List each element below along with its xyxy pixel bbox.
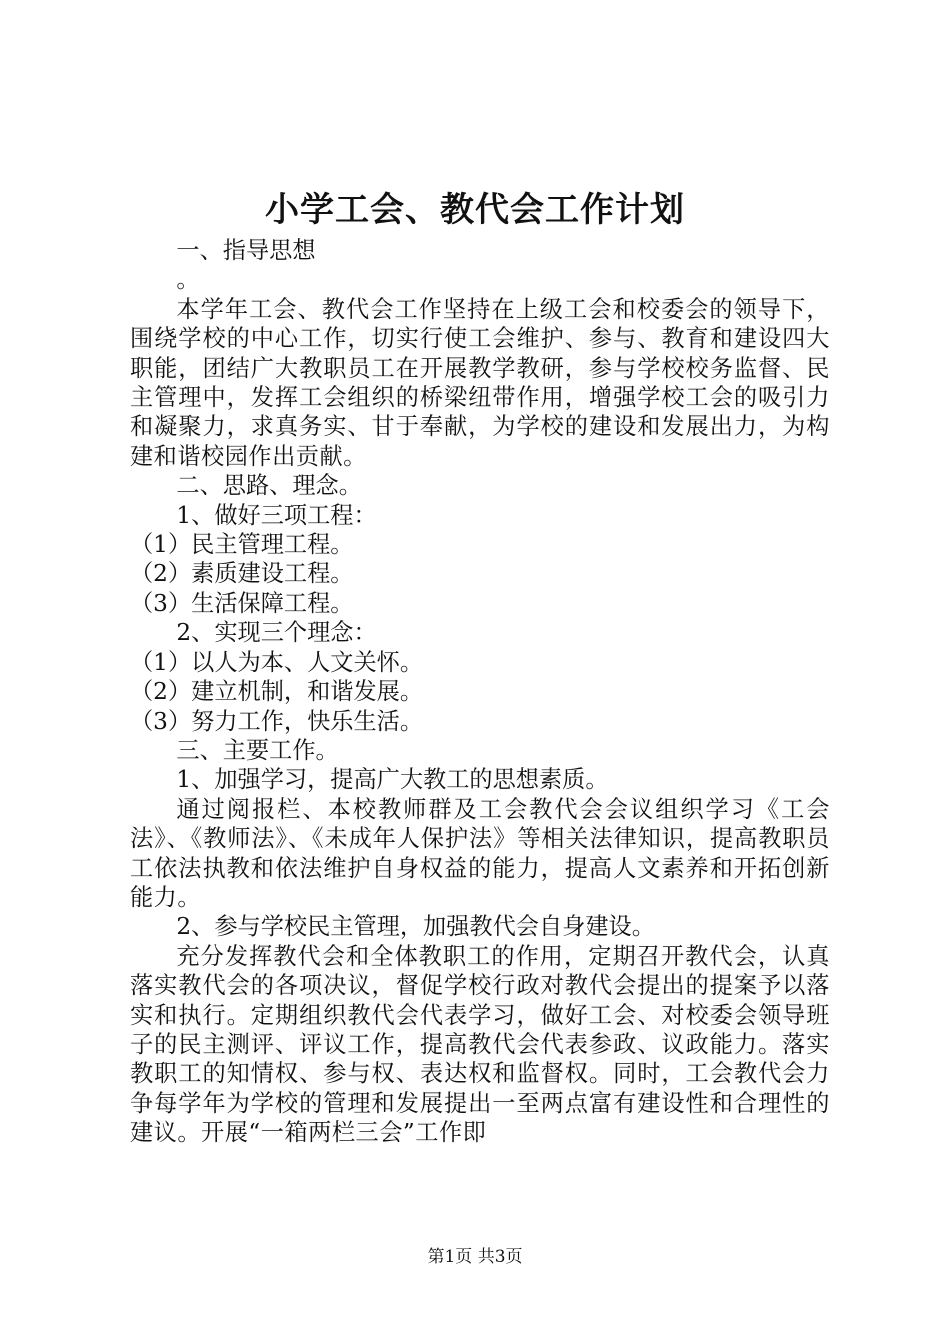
paragraph: 通过阅报栏、本校教师群及工会教代会会议组织学习《工会法》、《教师法》、《未成年人保护法》等相关法律知识，提高教职员工依法执教和依法维护自身权益的能力，提高人文素养和开拓创新能力。 bbox=[130, 795, 830, 911]
page-number-footer: 第1页 共3页 bbox=[427, 1247, 523, 1267]
list-item: （3）努力工作，快乐生活。 bbox=[130, 707, 424, 735]
list-item: （3）生活保障工程。 bbox=[130, 589, 354, 617]
subsection-heading: 1、做好三项工程： bbox=[176, 501, 377, 529]
list-item: （2）建立机制，和谐发展。 bbox=[130, 678, 424, 706]
section-heading: 二、思路、理念。 bbox=[176, 472, 362, 500]
subsection-heading: 2、实现三个理念： bbox=[176, 619, 377, 647]
paragraph: 本学年工会、教代会工作坚持在上级工会和校委会的领导下，围绕学校的中心工作，切实行使工会维护、参与、教育和建设四大职能，团结广大教职员工在开展教学教研，参与学校校务监督、民主管理中，发挥工会组织的桥梁纽带作用，增强学校工会的吸引力和凝聚力，求真务实、甘于奉献，为学校的建设和发展出力，为构建和谐校园作出贡献。 bbox=[130, 295, 830, 470]
subsection-heading: 2、参与学校民主管理，加强教代会自身建设。 bbox=[176, 913, 655, 941]
list-item: （1）以人为本、人文关怀。 bbox=[130, 648, 424, 676]
section-heading: 一、指导思想 bbox=[176, 237, 316, 264]
document-title: 小学工会、教代会工作计划 bbox=[265, 190, 685, 230]
paragraph: 充分发挥教代会和全体教职工的作用，定期召开教代会，认真落实教代会的各项决议，督促学校行政对教代会提出的提案予以落实和执行。定期组织教代会代表学习，做好工会、对校委会领导班子的民主测评、评议工作，提高教代会代表参政、议政能力。落实教职工的知情权、参与权、表达权和监督权。同时，工会教代会力争每学年为学校的管理和发展提出一至两点富有建设性和合理性的建议。开展“一箱两栏三会”工作即 bbox=[130, 942, 830, 1147]
subsection-heading: 1、加强学习，提高广大教工的思想素质。 bbox=[176, 766, 609, 794]
body-line: 。 bbox=[176, 266, 200, 294]
list-item: （2）素质建设工程。 bbox=[130, 560, 354, 588]
section-heading: 三、主要工作。 bbox=[176, 736, 339, 764]
document-body bbox=[130, 236, 830, 1148]
list-item: （1）民主管理工程。 bbox=[130, 531, 354, 559]
